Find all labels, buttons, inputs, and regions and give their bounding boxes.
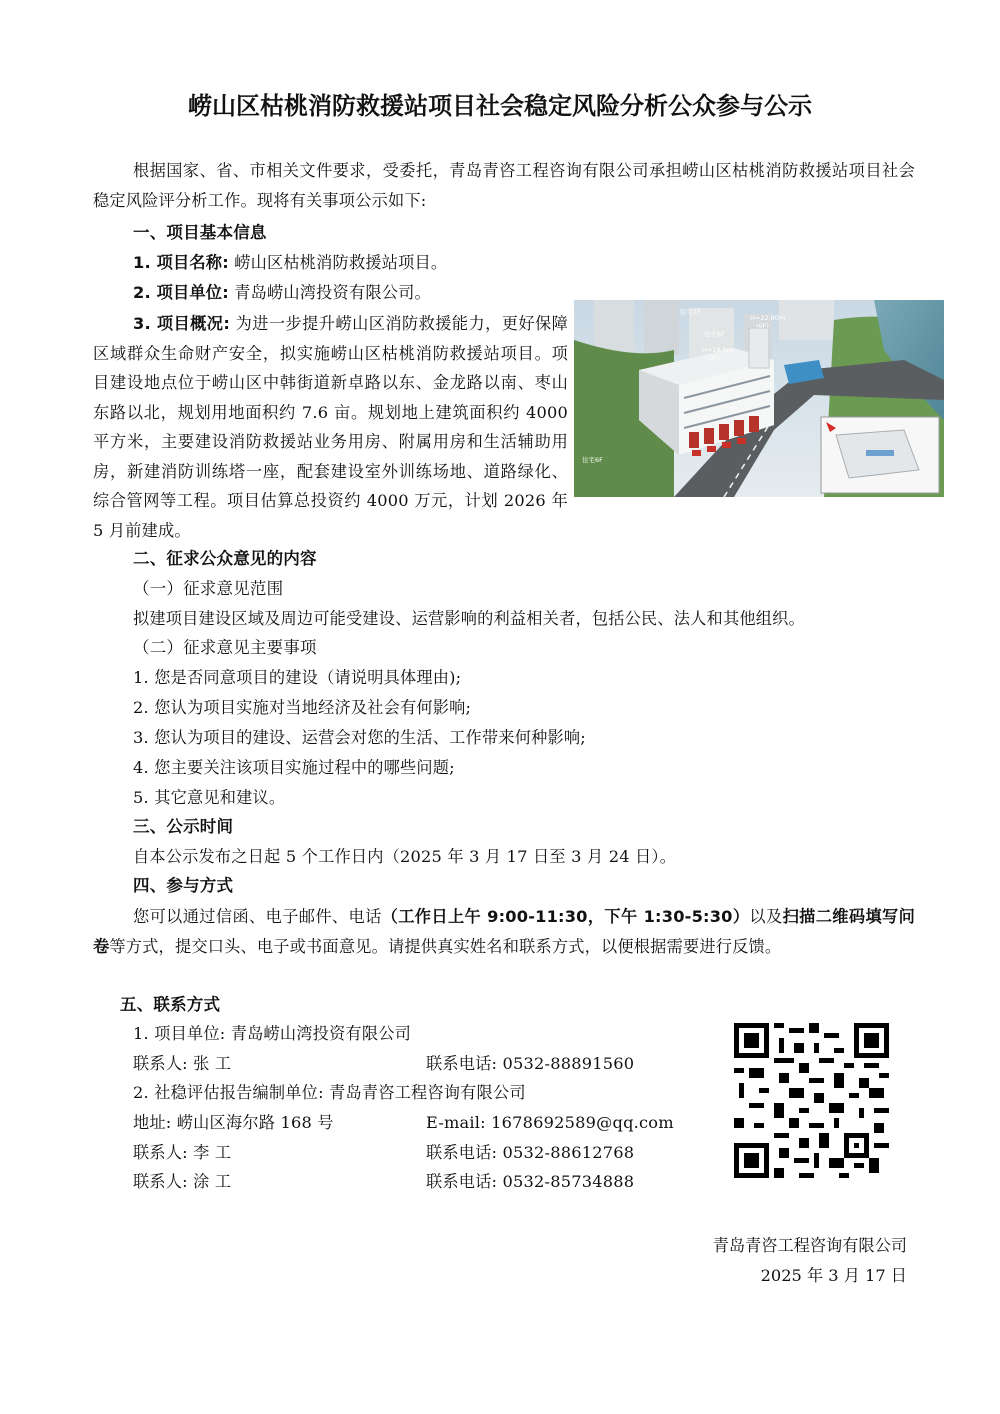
matter-item: 5. 其它意见和建议。 — [133, 788, 286, 807]
scope-text: 拟建项目建设区域及周边可能受建设、运营影响的利益相关者，包括公民、法人和其他组织。 — [133, 609, 805, 628]
phone-li: 联系电话: 0532-88612768 — [426, 1143, 635, 1162]
project-unit-value: 青岛崂山湾投资有限公司。 — [234, 283, 431, 302]
matter-item: 2. 您认为项目实施对当地经济及社会有何影响; — [133, 698, 472, 717]
phone-tu: 联系电话: 0532-85734888 — [426, 1172, 635, 1191]
intro-paragraph: 根据国家、省、市相关文件要求，受委托，青岛青咨工程咨询有限公司承担崂山区枯桃消防救援站项目社会稳定风险评分析工作。现将有关事项公示如下: — [93, 161, 915, 210]
project-name-row — [133, 251, 447, 275]
project-overview — [93, 309, 568, 545]
participation-paragraph — [93, 902, 915, 961]
section1-heading: 一、项目基本信息 — [133, 223, 267, 242]
email: E-mail: 1678692589@qq.com — [426, 1113, 674, 1132]
matter-item: 3. 您认为项目的建设、运营会对您的生活、工作带来何种影响; — [133, 728, 586, 747]
signature-date: 2025 年 3 月 17 日 — [760, 1266, 907, 1285]
project-unit-row — [133, 281, 431, 305]
project-unit-contact: 1. 项目单位: 青岛崂山湾投资有限公司 — [133, 1024, 412, 1043]
label-residence-6f: 住宅6F — [704, 330, 725, 338]
participation-text-e: 等方式，提交口头、电子或书面意见。请提供真实姓名和联系方式，以便根据需要进行反馈。 — [109, 936, 782, 956]
contact-person-zhang: 联系人: 张 工 — [133, 1054, 232, 1073]
project-name-label: 1. 项目名称: — [133, 253, 229, 272]
section5-heading: 五、联系方式 — [120, 995, 221, 1014]
section3-heading: 三、公示时间 — [133, 817, 234, 836]
report-unit-contact: 2. 社稳评估报告编制单位: 青岛青咨工程咨询有限公司 — [133, 1083, 526, 1102]
scan-qr-note: 扫描二维码填写问卷 — [93, 907, 915, 956]
project-unit-label: 2. 项目单位: — [133, 283, 229, 302]
project-overview-label: 3. 项目概况: — [133, 314, 231, 333]
matter-item: 4. 您主要关注该项目实施过程中的哪些问题; — [133, 758, 455, 777]
address: 地址: 崂山区海尔路 168 号 — [133, 1113, 334, 1132]
matter-item: 1. 您是否同意项目的建设（请说明具体理由); — [133, 668, 462, 687]
scope-subheading: （一）征求意见范围 — [133, 579, 284, 598]
label-residence-7f: 住宅7F — [680, 308, 701, 316]
matters-subheading: （二）征求意见主要事项 — [133, 638, 317, 657]
survey-qr-code[interactable] — [734, 1023, 889, 1178]
participation-text-c: 以及 — [749, 907, 783, 926]
participation-text-a: 您可以通过信函、电子邮件、电话 — [133, 907, 382, 926]
section4-heading: 四、参与方式 — [133, 876, 234, 895]
signature-company: 青岛青咨工程咨询有限公司 — [712, 1236, 907, 1255]
phone-zhang: 联系电话: 0532-88891560 — [426, 1054, 635, 1073]
label-tower-height: H=22.80m — [750, 314, 786, 322]
working-hours: （工作日上午 9:00-11:30，下午 1:30-5:30） — [381, 907, 750, 926]
label-tower-floors: (6F) — [756, 322, 769, 330]
label-residence-left: 住宅6F — [582, 456, 603, 464]
project-name-value: 崂山区枯桃消防救援站项目。 — [234, 253, 448, 272]
label-main-height: H=18.6m — [702, 346, 734, 354]
project-overview-text: 为进一步提升崂山区消防救援能力，更好保障区域群众生命财产安全，拟实施崂山区枯桃消防救援站项目。项目建设地点位于崂山区中韩街道新卓路以东、金龙路以南、枣山东路以北，规划用地面积约 7.6 亩。规划地上建筑面积约 4000 平方米，主要建设消防救援站业务用房、附属用房和生活辅助用房，新建消防训练塔一座，配套建设室外训练场地、道路绿化、综合管网等工程。项目估算总投资约 4000 万元，计划 2026 年 5 月前建成。 — [93, 314, 568, 540]
contact-person-tu: 联系人: 涂 工 — [133, 1172, 232, 1191]
announcement-period: 自本公示发布之日起 5 个工作日内（2025 年 3 月 17 日至 3 月 24 日）。 — [133, 847, 677, 866]
project-rendering-image — [574, 300, 944, 497]
section2-heading: 二、征求公众意见的内容 — [133, 549, 317, 568]
label-main-floors: (3F) — [707, 354, 720, 362]
page-title: 崂山区枯桃消防救援站项目社会稳定风险分析公众参与公示 — [188, 92, 812, 120]
contact-person-li: 联系人: 李 工 — [133, 1143, 232, 1162]
